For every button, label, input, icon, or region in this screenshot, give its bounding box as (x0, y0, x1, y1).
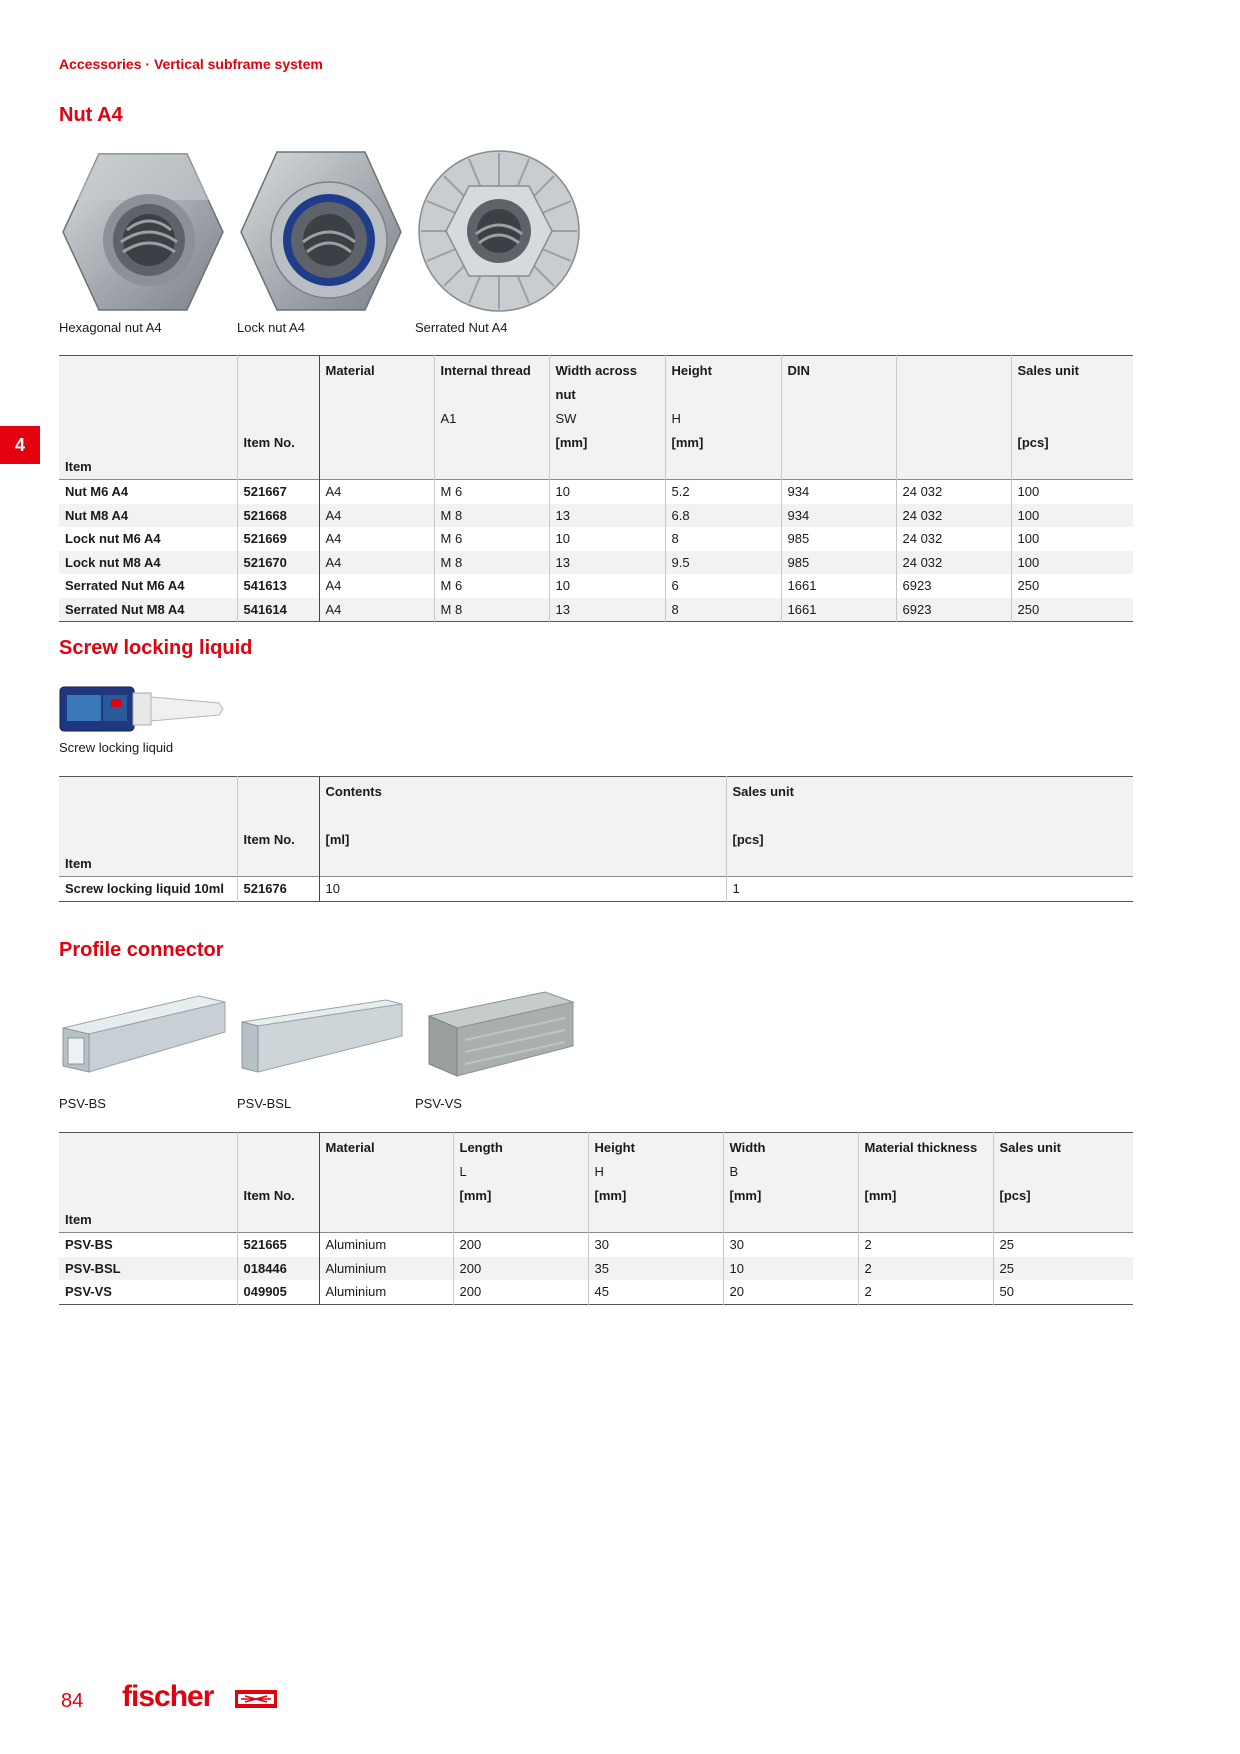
cell-item-no: 521665 (237, 1233, 319, 1257)
unit-length: [mm] (453, 1184, 588, 1208)
cell-width: 10 (723, 1257, 858, 1281)
cell-item: Serrated Nut M6 A4 (65, 578, 185, 593)
cell-din: 934 (781, 504, 896, 528)
cell-sales-unit: 250 (1011, 574, 1133, 598)
cell-thickness: 2 (858, 1280, 993, 1304)
header-item-no: Item No. (237, 1184, 319, 1208)
cell-width: 13 (549, 551, 665, 575)
header-sales-unit: Sales unit (1011, 356, 1133, 408)
cell-thread: M 8 (434, 504, 549, 528)
cell-material: A4 (319, 598, 434, 622)
cell-sales-unit: 25 (993, 1257, 1133, 1281)
serrated-nut-image (414, 148, 584, 314)
cell-sales-unit: 100 (1011, 480, 1133, 504)
cell-thickness: 2 (858, 1257, 993, 1281)
cell-item: PSV-BS (65, 1237, 113, 1252)
cell-thread: M 6 (434, 480, 549, 504)
psv-bs-image (59, 992, 227, 1078)
unit-height: [mm] (665, 431, 781, 455)
cell-contents: 10 (319, 877, 726, 902)
cell-material: A4 (319, 504, 434, 528)
table-row (59, 1233, 1133, 1257)
lock-nut-image (237, 148, 403, 314)
table-row (59, 1257, 1133, 1281)
cell-item: PSV-BSL (65, 1260, 121, 1276)
header-sales-unit: Sales unit (993, 1133, 1133, 1161)
cell-standard: 24 032 (896, 504, 1011, 528)
subheader-l: L (453, 1160, 588, 1184)
cell-height: 35 (588, 1257, 723, 1281)
header-item: Item (65, 856, 92, 871)
cell-item-no: 049905 (237, 1280, 319, 1304)
fischer-logo-mark-icon (235, 1690, 277, 1708)
header-item: Item (65, 1212, 92, 1227)
caption-lock-nut: Lock nut A4 (237, 320, 305, 335)
table-row (59, 504, 1133, 528)
cell-length: 200 (453, 1280, 588, 1304)
cell-item-no: 521667 (237, 480, 319, 504)
cell-item: Nut M8 A4 (65, 507, 129, 523)
cell-din: 1661 (781, 598, 896, 622)
cell-item: Screw locking liquid 10ml (65, 881, 224, 896)
cell-standard: 6923 (896, 574, 1011, 598)
cell-standard: 24 032 (896, 480, 1011, 504)
cell-item-no: 521676 (237, 877, 319, 902)
cell-item-no: 541613 (237, 574, 319, 598)
table-row (59, 598, 1133, 622)
cell-standard: 6923 (896, 598, 1011, 622)
cell-width: 13 (549, 504, 665, 528)
header-material: Material (319, 356, 434, 408)
cell-sales-unit: 1 (726, 877, 1133, 902)
subheader-h: H (665, 407, 781, 431)
cell-sales-unit: 250 (1011, 598, 1133, 622)
header-item-no: Item No. (237, 431, 319, 455)
cell-item-no: 521670 (237, 551, 319, 575)
header-item-no: Item No. (237, 828, 319, 852)
cell-height: 30 (588, 1233, 723, 1257)
cell-material: A4 (319, 527, 434, 551)
cell-height: 6 (665, 574, 781, 598)
table-row (59, 1280, 1133, 1304)
nut-table (59, 355, 1133, 622)
cell-item-no: 018446 (237, 1257, 319, 1281)
caption-psv-bs: PSV-BS (59, 1096, 106, 1111)
connector-table (59, 1132, 1133, 1305)
cell-height: 8 (665, 527, 781, 551)
cell-standard: 24 032 (896, 551, 1011, 575)
psv-vs-image (425, 988, 577, 1080)
cell-length: 200 (453, 1257, 588, 1281)
cell-width: 10 (549, 527, 665, 551)
cell-width: 10 (549, 480, 665, 504)
table-row (59, 527, 1133, 551)
header-width-across-nut: Width across nut (549, 356, 665, 408)
cell-material: A4 (319, 551, 434, 575)
chapter-tab: 4 (0, 426, 40, 464)
cell-item: PSV-VS (65, 1284, 112, 1299)
cell-height: 8 (665, 598, 781, 622)
cell-standard: 24 032 (896, 527, 1011, 551)
header-standard (896, 356, 1011, 408)
header-material-thickness: Material thickness (858, 1133, 993, 1161)
cell-sales-unit: 100 (1011, 504, 1133, 528)
cell-width: 30 (723, 1233, 858, 1257)
cell-thread: M 6 (434, 574, 549, 598)
cell-item: Serrated Nut M8 A4 (65, 601, 185, 617)
header-width: Width (723, 1133, 858, 1161)
header-sales-unit: Sales unit (726, 777, 1133, 805)
cell-width: 20 (723, 1280, 858, 1304)
page-number: 84 (61, 1690, 84, 1712)
header-length: Length (453, 1133, 588, 1161)
unit-sales: [pcs] (993, 1184, 1133, 1208)
section-title-liquid: Screw locking liquid (59, 637, 253, 659)
table-row (59, 551, 1133, 575)
caption-psv-bsl: PSV-BSL (237, 1096, 292, 1111)
unit-width: [mm] (723, 1184, 858, 1208)
cell-item: Lock nut M6 A4 (65, 531, 161, 546)
cell-width: 10 (549, 574, 665, 598)
unit-sales: [pcs] (1011, 431, 1133, 455)
cell-thread: M 8 (434, 551, 549, 575)
unit-width: [mm] (549, 431, 665, 455)
subheader-h: H (588, 1160, 723, 1184)
caption-screw-locking-liquid: Screw locking liquid (59, 740, 174, 755)
cell-material: Aluminium (319, 1280, 453, 1304)
cell-sales-unit: 50 (993, 1280, 1133, 1304)
subheader-a1: A1 (434, 407, 549, 431)
header-contents: Contents (319, 777, 726, 805)
unit-contents: [ml] (319, 828, 726, 852)
liquid-table (59, 776, 1133, 902)
caption-hexagonal-nut: Hexagonal nut A4 (59, 320, 162, 335)
header-material: Material (319, 1133, 453, 1161)
table-row (59, 877, 1133, 902)
cell-material: A4 (319, 480, 434, 504)
cell-thread: M 6 (434, 527, 549, 551)
cell-item-no: 521668 (237, 504, 319, 528)
header-height: Height (665, 356, 781, 408)
cell-height: 45 (588, 1280, 723, 1304)
hexagonal-nut-image (59, 150, 225, 314)
psv-bsl-image (238, 996, 404, 1076)
breadcrumb: Accessories · Vertical subframe system (59, 56, 323, 72)
cell-sales-unit: 100 (1011, 527, 1133, 551)
cell-din: 985 (781, 551, 896, 575)
cell-material: Aluminium (319, 1233, 453, 1257)
header-item: Item (65, 459, 92, 474)
unit-thickness: [mm] (858, 1184, 993, 1208)
table-row (59, 480, 1133, 504)
cell-length: 200 (453, 1233, 588, 1257)
header-din: DIN (781, 356, 896, 408)
cell-din: 1661 (781, 574, 896, 598)
table-row (59, 574, 1133, 598)
cell-height: 9.5 (665, 551, 781, 575)
cell-thickness: 2 (858, 1233, 993, 1257)
cell-din: 934 (781, 480, 896, 504)
cell-item: Nut M6 A4 (65, 484, 129, 499)
cell-material: A4 (319, 574, 434, 598)
cell-height: 6.8 (665, 504, 781, 528)
header-height: Height (588, 1133, 723, 1161)
caption-serrated-nut: Serrated Nut A4 (415, 320, 508, 335)
header-internal-thread: Internal thread (434, 356, 549, 408)
section-title-nut: Nut A4 (59, 104, 123, 126)
cell-item-no: 541614 (237, 598, 319, 622)
unit-height: [mm] (588, 1184, 723, 1208)
cell-height: 5.2 (665, 480, 781, 504)
cell-width: 13 (549, 598, 665, 622)
cell-thread: M 8 (434, 598, 549, 622)
screw-locking-liquid-image (59, 683, 225, 735)
cell-item-no: 521669 (237, 527, 319, 551)
cell-material: Aluminium (319, 1257, 453, 1281)
fischer-logo: fischer (122, 1680, 214, 1713)
subheader-b: B (723, 1160, 858, 1184)
cell-sales-unit: 25 (993, 1233, 1133, 1257)
section-title-connector: Profile connector (59, 939, 224, 961)
subheader-sw: SW (549, 407, 665, 431)
cell-item: Lock nut M8 A4 (65, 554, 161, 570)
unit-sales: [pcs] (726, 828, 1133, 852)
cell-din: 985 (781, 527, 896, 551)
caption-psv-vs: PSV-VS (415, 1096, 462, 1111)
cell-sales-unit: 100 (1011, 551, 1133, 575)
